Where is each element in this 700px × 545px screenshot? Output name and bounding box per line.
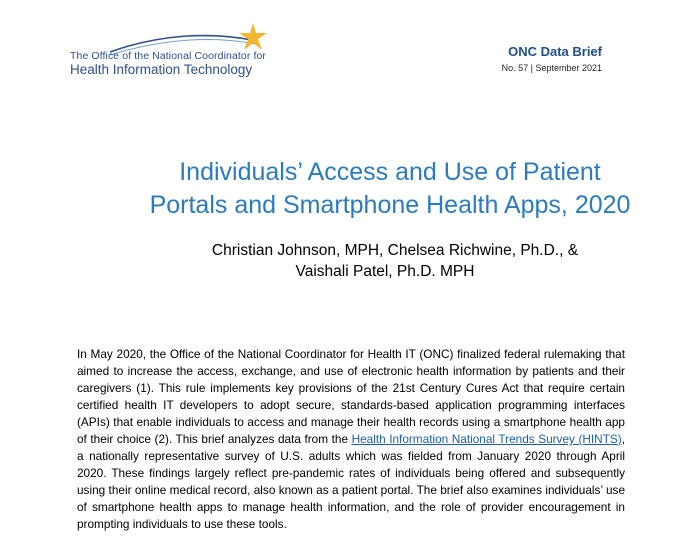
hints-survey-link[interactable]: Health Information National Trends Survey (HINTS) [351, 432, 622, 446]
title-line-2: Portals and Smartphone Health Apps, 2020 [149, 191, 631, 219]
title-line-1: Individuals’ Access and Use of Patient [179, 158, 601, 186]
onc-logo [70, 22, 270, 78]
star-icon [238, 22, 268, 52]
document-title [0, 156, 700, 222]
intro-text-part2: , a nationally representative survey of U.S. adults which was fielded from January 2020 through April 2020. These findings largely reflect pre-pandemic rates of individuals being offered and subsequently using their online medical record, also known as a patient portal. The brief also examines individuals’ use of smartphone health apps to manage health information, and the role of provider encouragement in prompting individuals to use these tools. [77, 432, 625, 531]
brief-title: ONC Data Brief [508, 44, 602, 59]
brief-header [502, 44, 602, 73]
authors-line-2: Vaishali Patel, Ph.D. MPH [295, 263, 475, 280]
authors-line-1: Christian Johnson, MPH, Chelsea Richwine, Ph.D., & [211, 242, 579, 259]
brief-issue: No. 57 | September 2021 [501, 63, 602, 73]
logo-org-line2: Health Information Technology [70, 62, 253, 77]
intro-text-part1: In May 2020, the Office of the National Coordinator for Health IT (ONC) finalized federal rulemaking that aimed to increase the access, exchange, and use of electronic health information by patients and their caregivers (1). This rule implements key provisions of the 21st Century Cures Act that require certain certified health IT developers to adopt secure, standards-based application programming interfaces (APIs) that enable individuals to access and manage their health records using a smartphone health app of their choice (2). This brief analyzes data from the [77, 347, 625, 446]
authors [0, 240, 700, 282]
logo-org-line1: The Office of the National Coordinator for [70, 50, 267, 62]
intro-paragraph [77, 346, 625, 533]
